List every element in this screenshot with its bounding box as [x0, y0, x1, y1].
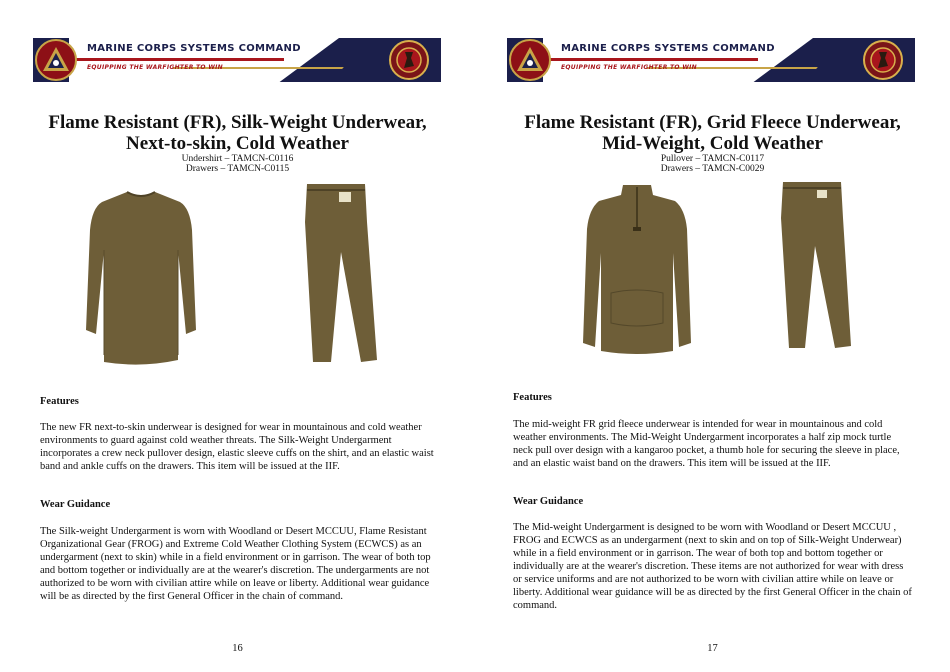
mcsc-banner — [33, 38, 441, 82]
silkweight-drawers-image — [303, 182, 379, 364]
banner-title: MARINE CORPS SYSTEMS COMMAND — [561, 43, 775, 54]
gridfleece-drawers-image — [779, 180, 853, 350]
page-title — [475, 112, 950, 154]
item-pullover: Pullover – TAMCN-C0117 — [660, 154, 765, 164]
banner-tagline: EQUIPPING THE WARFIGHTER TO WIN — [87, 64, 223, 71]
title-line-2: Mid-Weight, Cold Weather — [602, 133, 823, 154]
mcsc-triangle-logo-icon — [509, 39, 551, 81]
features-heading: Features — [40, 396, 79, 407]
eagle-globe-anchor-seal-icon — [863, 40, 903, 80]
banner-tagline: EQUIPPING THE WARFIGHTER TO WIN — [561, 64, 697, 71]
features-heading: Features — [513, 392, 552, 403]
page-title — [0, 112, 475, 154]
title-line-1: Flame Resistant (FR), Silk-Weight Underwear, — [48, 112, 427, 133]
title-line-1: Flame Resistant (FR), Grid Fleece Underwear, — [524, 112, 901, 133]
wear-guidance-paragraph: The Silk-weight Undergarment is worn with Woodland or Desert MCCUU, Flame Resistant Organizational Gear (FROG) and Extreme Cold Weather Clothing System (ECWCS) as an undergarment (next to skin) while in a field environment or in garrison. The wear of both top and bottom together or individually are at the wearer's discretion. The undergarments are not authorized to be worn with civilian attire while on leave or liberty. Additional wear guidance will be as directed by the first General Officer in the chain of command. — [40, 526, 431, 602]
eagle-globe-anchor-seal-icon — [389, 40, 429, 80]
gridfleece-pullover-image — [581, 183, 693, 355]
item-drawers: Drawers – TAMCN-C0029 — [660, 164, 765, 174]
wear-guidance-paragraph: The Mid-weight Undergarment is designed to be worn with Woodland or Desert MCCUU , FROG and ECWCS as an undergarment (next to skin and on top of Silk-Weight Underwear) while in a field environment or in garrison. The wear of both top and bottom together or individually are at the wearer's discretion. These items are not authorized for wear with dress or service uniforms and are not authorized to be worn with civilian attire while on leave or liberty. Additional wear guidance will be as directed by the first General Officer in the chain of command. — [513, 522, 912, 611]
wear-guidance-heading: Wear Guidance — [40, 499, 111, 510]
page-17 — [475, 0, 950, 672]
page-number: 17 — [707, 643, 718, 654]
item-drawers: Drawers – TAMCN-C0115 — [185, 164, 290, 174]
page-number: 16 — [232, 643, 243, 654]
features-paragraph: The new FR next-to-skin underwear is designed for wear in mountainous and cold weather environments to guard against cold weather threats. The Silk-Weight Undergarment incorporates a crew neck pullover design, elastic sleeve cuffs on the shirt, and an elastic waist band and ankle cuffs on the drawers. This item will be issued at the IIF. — [40, 422, 434, 472]
item-undershirt: Undershirt – TAMCN-C0116 — [181, 154, 294, 164]
banner-title: MARINE CORPS SYSTEMS COMMAND — [87, 43, 301, 54]
title-line-2: Next-to-skin, Cold Weather — [126, 133, 349, 154]
silkweight-undershirt-image — [82, 190, 200, 368]
wear-guidance-heading: Wear Guidance — [513, 496, 584, 507]
features-paragraph: The mid-weight FR grid fleece underwear is intended for wear in mountainous and cold weather environments. The Mid-Weight Undergarment incorporates a half zip mock turtle neck pull over design with a kangaroo pocket, a thumb hole for securing the sleeve in place, and an elastic waist band on the drawers. This item will be issued at the IIF. — [513, 419, 900, 469]
mcsc-banner — [507, 38, 915, 82]
mcsc-triangle-logo-icon — [35, 39, 77, 81]
